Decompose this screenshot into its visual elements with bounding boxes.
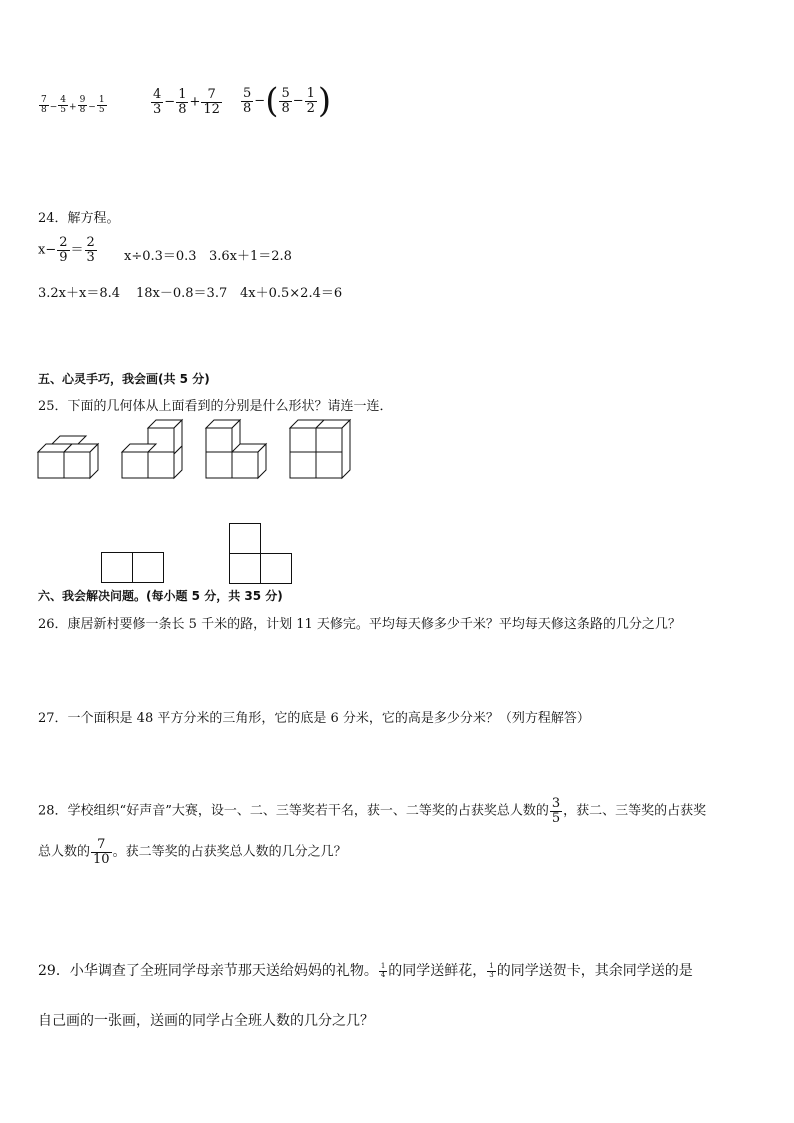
fraction: $\frac{2}{9}$ [59,235,68,265]
fraction: $\frac{5}{8}$ [281,85,290,116]
calc-expression-3: $\frac{5}{8}$ −( $\frac{5}{8}$ − $\frac{1}{2}$ ) [243,81,332,121]
section-5-title: 五、心灵手巧，我会画(共 5 分) [38,372,210,386]
fraction: $\frac{5}{8}$ [243,85,252,116]
fraction: $\frac{1}{2}$ [306,85,315,116]
solid-2-cubes [122,420,186,482]
solid-1-cubes [38,436,102,482]
top-view-1 [101,552,165,584]
fraction: $\frac{7}{10}$ [93,837,110,867]
calc-expression-1: $\frac{7}{8}$ − $\frac{4}{5}$ + $\frac{9}{8}$ − $\frac{1}{5}$ [41,95,105,116]
q24-equation-6: 4x＋0.5×2.4＝6 [240,286,343,301]
fraction: $\frac{1}{4}$ [380,962,386,979]
fraction: $\frac{7}{8}$ [41,95,47,116]
fraction: $\frac{2}{3}$ [86,235,95,265]
q24-title: 24．解方程。 [38,211,120,226]
left-paren: ( [265,81,279,121]
fraction: $\frac{3}{5}$ [551,796,561,826]
q26-text: 26．康居新村要修一条长 5 千米的路，计划 11 天修完。平均每天修多少千米？平均每天修这条路的几分之几？ [38,617,681,632]
q29-line-2: 自己画的一张画，送画的同学占全班人数的几分之几？ [38,1013,374,1029]
q24-equation-5: 18x－0.8＝3.7 [136,286,228,301]
q24-equation-2: x÷0.3＝0.3 [124,249,197,264]
q24-equation-3: 3.6x＋1＝2.8 [209,249,292,264]
fraction: $\frac{1}{3}$ [489,962,494,979]
fraction: $\frac{4}{3}$ [153,87,162,117]
section-6-title: 六、我会解决问题。(每小题 5 分，共 35 分) [38,589,283,603]
fraction: $\frac{4}{5}$ [60,95,67,116]
q27-text: 27．一个面积是 48 平方分米的三角形，它的底是 6 分米，它的高是多少分米？（列方程解答） [38,711,590,726]
top-view-2 [229,523,293,585]
calc-expression-2: $\frac{4}{3}$ − $\frac{1}{8}$ + $\frac{7}{12}$ [153,87,220,117]
q28-line-2: 总人数的 $\frac{7}{10}$ 。获二等奖的占获奖总人数的几分之几？ [38,837,347,867]
fraction: $\frac{7}{12}$ [203,87,220,117]
q24-equation-4: 3.2x＋x＝8.4 [38,286,121,301]
solid-4-cubes [290,420,354,482]
q25-text: 25．下面的几何体从上面看到的分别是什么形状？请连一连． [38,399,393,414]
fraction: $\frac{1}{8}$ [178,87,187,117]
q28-line-1: 28．学校组织“好声音”大赛，设一、二、三等奖若干名，获一、二等奖的占获奖总人数的 $\frac{3}{5}$ ，获二、三等奖的占获奖 [38,796,707,826]
fraction: $\frac{9}{8}$ [79,95,86,116]
q24-equation-1: x− $\frac{2}{9}$ ＝ $\frac{2}{3}$ [38,235,95,265]
solid-3-cubes [206,420,270,482]
q29-line-1: 29．小华调查了全班同学母亲节那天送给妈妈的礼物。 $\frac{1}{4}$ 的同学送鲜花， $\frac{1}{3}$ 的同学送贺卡，其余同学送的是 [38,962,693,979]
right-paren: ) [317,81,332,121]
fraction: $\frac{1}{5}$ [98,95,105,116]
